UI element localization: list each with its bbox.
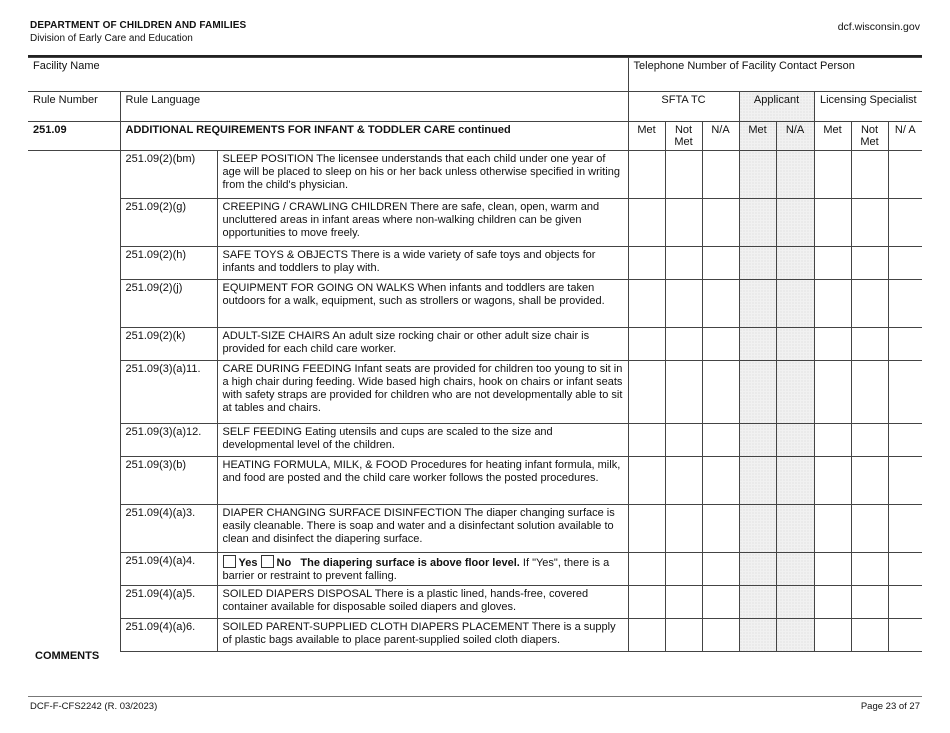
check-cell-applicant-met[interactable] bbox=[739, 199, 776, 247]
check-cell-ls-na[interactable] bbox=[888, 619, 922, 652]
table-row bbox=[28, 505, 922, 553]
no-label: No bbox=[276, 557, 292, 569]
col-header-applicant-na: N/A bbox=[776, 122, 814, 151]
diapering-question-detail: If "Yes", there is a barrier or restraint to prevent falling. bbox=[222, 557, 610, 582]
check-cell-sfta-na[interactable] bbox=[702, 280, 739, 328]
check-cell-applicant-na[interactable] bbox=[776, 424, 814, 457]
check-cell-ls-not-met[interactable] bbox=[851, 247, 888, 280]
check-cell-applicant-met[interactable] bbox=[739, 328, 776, 361]
check-cell-ls-na[interactable] bbox=[888, 505, 922, 553]
check-cell-ls-na[interactable] bbox=[888, 586, 922, 619]
rule-language-cell: SELF FEEDING Eating utensils and cups are scaled to the size and developmental level of the children. bbox=[217, 424, 628, 457]
col-header-sfta-met: Met bbox=[628, 122, 665, 151]
check-cell-ls-na[interactable] bbox=[888, 280, 922, 328]
table-row bbox=[28, 457, 922, 505]
check-cell-applicant-na[interactable] bbox=[776, 199, 814, 247]
page-number: Page 23 of 27 bbox=[860, 701, 920, 712]
check-cell-sfta-na[interactable] bbox=[702, 361, 739, 424]
check-cell-sfta-na[interactable] bbox=[702, 553, 739, 586]
check-cell-sfta-met[interactable] bbox=[628, 151, 665, 199]
section-number: 251.09 bbox=[28, 122, 120, 151]
table-row bbox=[28, 328, 922, 361]
telephone-field[interactable] bbox=[628, 58, 922, 92]
checklist-table bbox=[28, 57, 922, 652]
check-cell-applicant-na[interactable] bbox=[776, 151, 814, 199]
rule-language-cell: EQUIPMENT FOR GOING ON WALKS When infants and toddlers are taken outdoors for a walk, equipment, such as strollers or wagons, shall be provided. bbox=[217, 280, 628, 328]
section-title: ADDITIONAL REQUIREMENTS FOR INFANT & TODDLER CARE continued bbox=[120, 122, 628, 151]
check-cell-applicant-met[interactable] bbox=[739, 619, 776, 652]
check-cell-sfta-na[interactable] bbox=[702, 457, 739, 505]
check-cell-sfta-met[interactable] bbox=[628, 457, 665, 505]
website-link[interactable]: dcf.wisconsin.gov bbox=[837, 21, 920, 33]
facility-name-label: Facility Name bbox=[33, 60, 100, 72]
check-cell-ls-met[interactable] bbox=[814, 361, 851, 424]
rule-number-cell: 251.09(3)(b) bbox=[120, 457, 217, 505]
check-cell-applicant-met[interactable] bbox=[739, 247, 776, 280]
check-cell-sfta-met[interactable] bbox=[628, 424, 665, 457]
rule-number-cell: 251.09(2)(h) bbox=[120, 247, 217, 280]
rule-language-cell bbox=[217, 553, 628, 586]
check-cell-sfta-na[interactable] bbox=[702, 424, 739, 457]
rule-number-cell: 251.09(4)(a)3. bbox=[120, 505, 217, 553]
check-cell-sfta-not-met[interactable] bbox=[665, 586, 702, 619]
check-cell-sfta-not-met[interactable] bbox=[665, 619, 702, 652]
check-cell-applicant-met[interactable] bbox=[739, 151, 776, 199]
col-header-applicant-met: Met bbox=[739, 122, 776, 151]
rule-number-cell: 251.09(2)(j) bbox=[120, 280, 217, 328]
check-cell-ls-not-met[interactable] bbox=[851, 586, 888, 619]
check-cell-applicant-met[interactable] bbox=[739, 280, 776, 328]
check-cell-sfta-not-met[interactable] bbox=[665, 505, 702, 553]
check-cell-ls-na[interactable] bbox=[888, 328, 922, 361]
col-header-ls-not-met: Not Met bbox=[851, 122, 888, 151]
diapering-question: The diapering surface is above floor level. bbox=[300, 557, 520, 569]
rule-number-spacer bbox=[28, 151, 120, 652]
check-cell-applicant-met[interactable] bbox=[739, 586, 776, 619]
check-cell-applicant-na[interactable] bbox=[776, 505, 814, 553]
col-header-ls-met: Met bbox=[814, 122, 851, 151]
check-cell-applicant-na[interactable] bbox=[776, 328, 814, 361]
check-cell-sfta-not-met[interactable] bbox=[665, 151, 702, 199]
table-row bbox=[28, 151, 922, 199]
check-cell-ls-met[interactable] bbox=[814, 505, 851, 553]
check-cell-ls-met[interactable] bbox=[814, 619, 851, 652]
check-cell-sfta-na[interactable] bbox=[702, 328, 739, 361]
rule-language-cell: DIAPER CHANGING SURFACE DISINFECTION The diaper changing surface is easily cleanable. There is soap and water and a disinfectant solution available to clean and disinfect the diapering surface. bbox=[217, 505, 628, 553]
rule-language-cell: SOILED PARENT-SUPPLIED CLOTH DIAPERS PLACEMENT There is a supply of plastic bags available to place parent-supplied soiled cloth diapers. bbox=[217, 619, 628, 652]
rule-number-cell: 251.09(3)(a)12. bbox=[120, 424, 217, 457]
check-cell-sfta-met[interactable] bbox=[628, 553, 665, 586]
check-cell-sfta-na[interactable] bbox=[702, 151, 739, 199]
check-cell-applicant-met[interactable] bbox=[739, 361, 776, 424]
check-cell-ls-na[interactable] bbox=[888, 361, 922, 424]
check-cell-applicant-na[interactable] bbox=[776, 361, 814, 424]
check-cell-ls-na[interactable] bbox=[888, 199, 922, 247]
check-cell-sfta-not-met[interactable] bbox=[665, 247, 702, 280]
form-id: DCF-F-CFS2242 (R. 03/2023) bbox=[30, 701, 158, 712]
check-cell-sfta-met[interactable] bbox=[628, 361, 665, 424]
check-cell-sfta-not-met[interactable] bbox=[665, 424, 702, 457]
check-cell-ls-na[interactable] bbox=[888, 457, 922, 505]
check-cell-sfta-met[interactable] bbox=[628, 619, 665, 652]
check-cell-ls-na[interactable] bbox=[888, 247, 922, 280]
table-row bbox=[28, 619, 922, 652]
group-sfta-tc: SFTA TC bbox=[628, 92, 739, 122]
check-cell-sfta-met[interactable] bbox=[628, 328, 665, 361]
check-cell-sfta-met[interactable] bbox=[628, 586, 665, 619]
check-cell-applicant-na[interactable] bbox=[776, 280, 814, 328]
footer-divider bbox=[28, 696, 922, 697]
check-cell-applicant-met[interactable] bbox=[739, 424, 776, 457]
check-cell-sfta-na[interactable] bbox=[702, 247, 739, 280]
check-cell-sfta-na[interactable] bbox=[702, 199, 739, 247]
check-cell-sfta-met[interactable] bbox=[628, 280, 665, 328]
check-cell-sfta-not-met[interactable] bbox=[665, 280, 702, 328]
check-cell-ls-not-met[interactable] bbox=[851, 457, 888, 505]
rule-language-cell: ADULT-SIZE CHAIRS An adult size rocking chair or other adult size chair is provided for each child care worker. bbox=[217, 328, 628, 361]
rule-number-cell: 251.09(2)(k) bbox=[120, 328, 217, 361]
check-cell-sfta-na[interactable] bbox=[702, 619, 739, 652]
check-cell-applicant-na[interactable] bbox=[776, 586, 814, 619]
rule-language-cell: SAFE TOYS & OBJECTS There is a wide variety of safe toys and objects for infants and toddlers to play with. bbox=[217, 247, 628, 280]
check-cell-applicant-met[interactable] bbox=[739, 553, 776, 586]
check-cell-ls-not-met[interactable] bbox=[851, 361, 888, 424]
check-cell-applicant-met[interactable] bbox=[739, 457, 776, 505]
rule-number-cell: 251.09(4)(a)6. bbox=[120, 619, 217, 652]
check-cell-sfta-met[interactable] bbox=[628, 199, 665, 247]
table-row bbox=[28, 280, 922, 328]
rule-number-cell: 251.09(2)(bm) bbox=[120, 151, 217, 199]
table-row bbox=[28, 361, 922, 424]
rule-language-header: Rule Language bbox=[120, 92, 628, 122]
check-cell-applicant-na[interactable] bbox=[776, 457, 814, 505]
table-row bbox=[28, 586, 922, 619]
check-cell-applicant-na[interactable] bbox=[776, 619, 814, 652]
check-cell-ls-met[interactable] bbox=[814, 247, 851, 280]
check-cell-sfta-not-met[interactable] bbox=[665, 328, 702, 361]
rule-number-cell: 251.09(4)(a)5. bbox=[120, 586, 217, 619]
check-cell-sfta-not-met[interactable] bbox=[665, 361, 702, 424]
page-header bbox=[30, 20, 246, 44]
check-cell-sfta-met[interactable] bbox=[628, 247, 665, 280]
check-cell-ls-met[interactable] bbox=[814, 151, 851, 199]
check-cell-ls-not-met[interactable] bbox=[851, 553, 888, 586]
comments-label: COMMENTS bbox=[35, 650, 100, 662]
group-applicant: Applicant bbox=[739, 92, 814, 122]
table-row bbox=[28, 199, 922, 247]
check-cell-ls-met[interactable] bbox=[814, 553, 851, 586]
check-cell-ls-met[interactable] bbox=[814, 586, 851, 619]
facility-name-field[interactable] bbox=[28, 58, 628, 92]
division-name: Division of Early Care and Education bbox=[30, 33, 193, 44]
table-row bbox=[28, 553, 922, 586]
check-cell-ls-na[interactable] bbox=[888, 424, 922, 457]
col-header-sfta-not-met: Not Met bbox=[665, 122, 702, 151]
check-cell-sfta-not-met[interactable] bbox=[665, 199, 702, 247]
rule-language-cell: SOILED DIAPERS DISPOSAL There is a plastic lined, hands-free, covered container available for disposable soiled diapers and gloves. bbox=[217, 586, 628, 619]
rule-number-header: Rule Number bbox=[28, 92, 120, 122]
rule-language-cell: HEATING FORMULA, MILK, & FOOD Procedures for heating infant formula, milk, and food are posted and the child care worker follows the posted procedures. bbox=[217, 457, 628, 505]
col-header-ls-na: N/ A bbox=[888, 122, 922, 151]
check-cell-ls-not-met[interactable] bbox=[851, 199, 888, 247]
check-cell-applicant-na[interactable] bbox=[776, 553, 814, 586]
check-cell-sfta-na[interactable] bbox=[702, 586, 739, 619]
check-cell-ls-not-met[interactable] bbox=[851, 505, 888, 553]
check-cell-ls-not-met[interactable] bbox=[851, 280, 888, 328]
check-cell-sfta-met[interactable] bbox=[628, 505, 665, 553]
check-cell-ls-na[interactable] bbox=[888, 151, 922, 199]
table-row bbox=[28, 424, 922, 457]
rule-number-cell: 251.09(4)(a)4. bbox=[120, 553, 217, 586]
rule-language-cell: CARE DURING FEEDING Infant seats are provided for children too young to sit in a high chair during feeding. Wide based high chairs, hook on chairs or infant seats with safety straps are provided for children who are not developmentally able to sit at tables and chairs. bbox=[217, 361, 628, 424]
check-cell-ls-met[interactable] bbox=[814, 199, 851, 247]
check-cell-ls-met[interactable] bbox=[814, 424, 851, 457]
check-cell-ls-met[interactable] bbox=[814, 280, 851, 328]
check-cell-applicant-met[interactable] bbox=[739, 505, 776, 553]
check-cell-sfta-not-met[interactable] bbox=[665, 457, 702, 505]
check-cell-ls-na[interactable] bbox=[888, 553, 922, 586]
yes-label: Yes bbox=[238, 557, 258, 569]
rule-language-cell: CREEPING / CRAWLING CHILDREN There are safe, clean, open, warm and uncluttered areas in infant areas where non-walking children can be given opportunities to move freely. bbox=[217, 199, 628, 247]
check-cell-ls-not-met[interactable] bbox=[851, 151, 888, 199]
telephone-label: Telephone Number of Facility Contact Person bbox=[633, 60, 855, 72]
no-checkbox[interactable] bbox=[261, 555, 274, 568]
group-licensing-specialist: Licensing Specialist bbox=[814, 92, 922, 122]
check-cell-sfta-not-met[interactable] bbox=[665, 553, 702, 586]
department-name: DEPARTMENT OF CHILDREN AND FAMILIES bbox=[30, 20, 247, 31]
check-cell-sfta-na[interactable] bbox=[702, 505, 739, 553]
table-row bbox=[28, 247, 922, 280]
check-cell-ls-met[interactable] bbox=[814, 328, 851, 361]
check-cell-ls-met[interactable] bbox=[814, 457, 851, 505]
col-header-sfta-na: N/A bbox=[702, 122, 739, 151]
rule-number-cell: 251.09(3)(a)11. bbox=[120, 361, 217, 424]
rule-number-cell: 251.09(2)(g) bbox=[120, 199, 217, 247]
check-cell-ls-not-met[interactable] bbox=[851, 424, 888, 457]
check-cell-ls-not-met[interactable] bbox=[851, 328, 888, 361]
check-cell-applicant-na[interactable] bbox=[776, 247, 814, 280]
rule-language-cell: SLEEP POSITION The licensee understands that each child under one year of age will be placed to sleep on his or her back unless otherwise specified in writing from the child's physician. bbox=[217, 151, 628, 199]
check-cell-ls-not-met[interactable] bbox=[851, 619, 888, 652]
yes-checkbox[interactable] bbox=[223, 555, 236, 568]
